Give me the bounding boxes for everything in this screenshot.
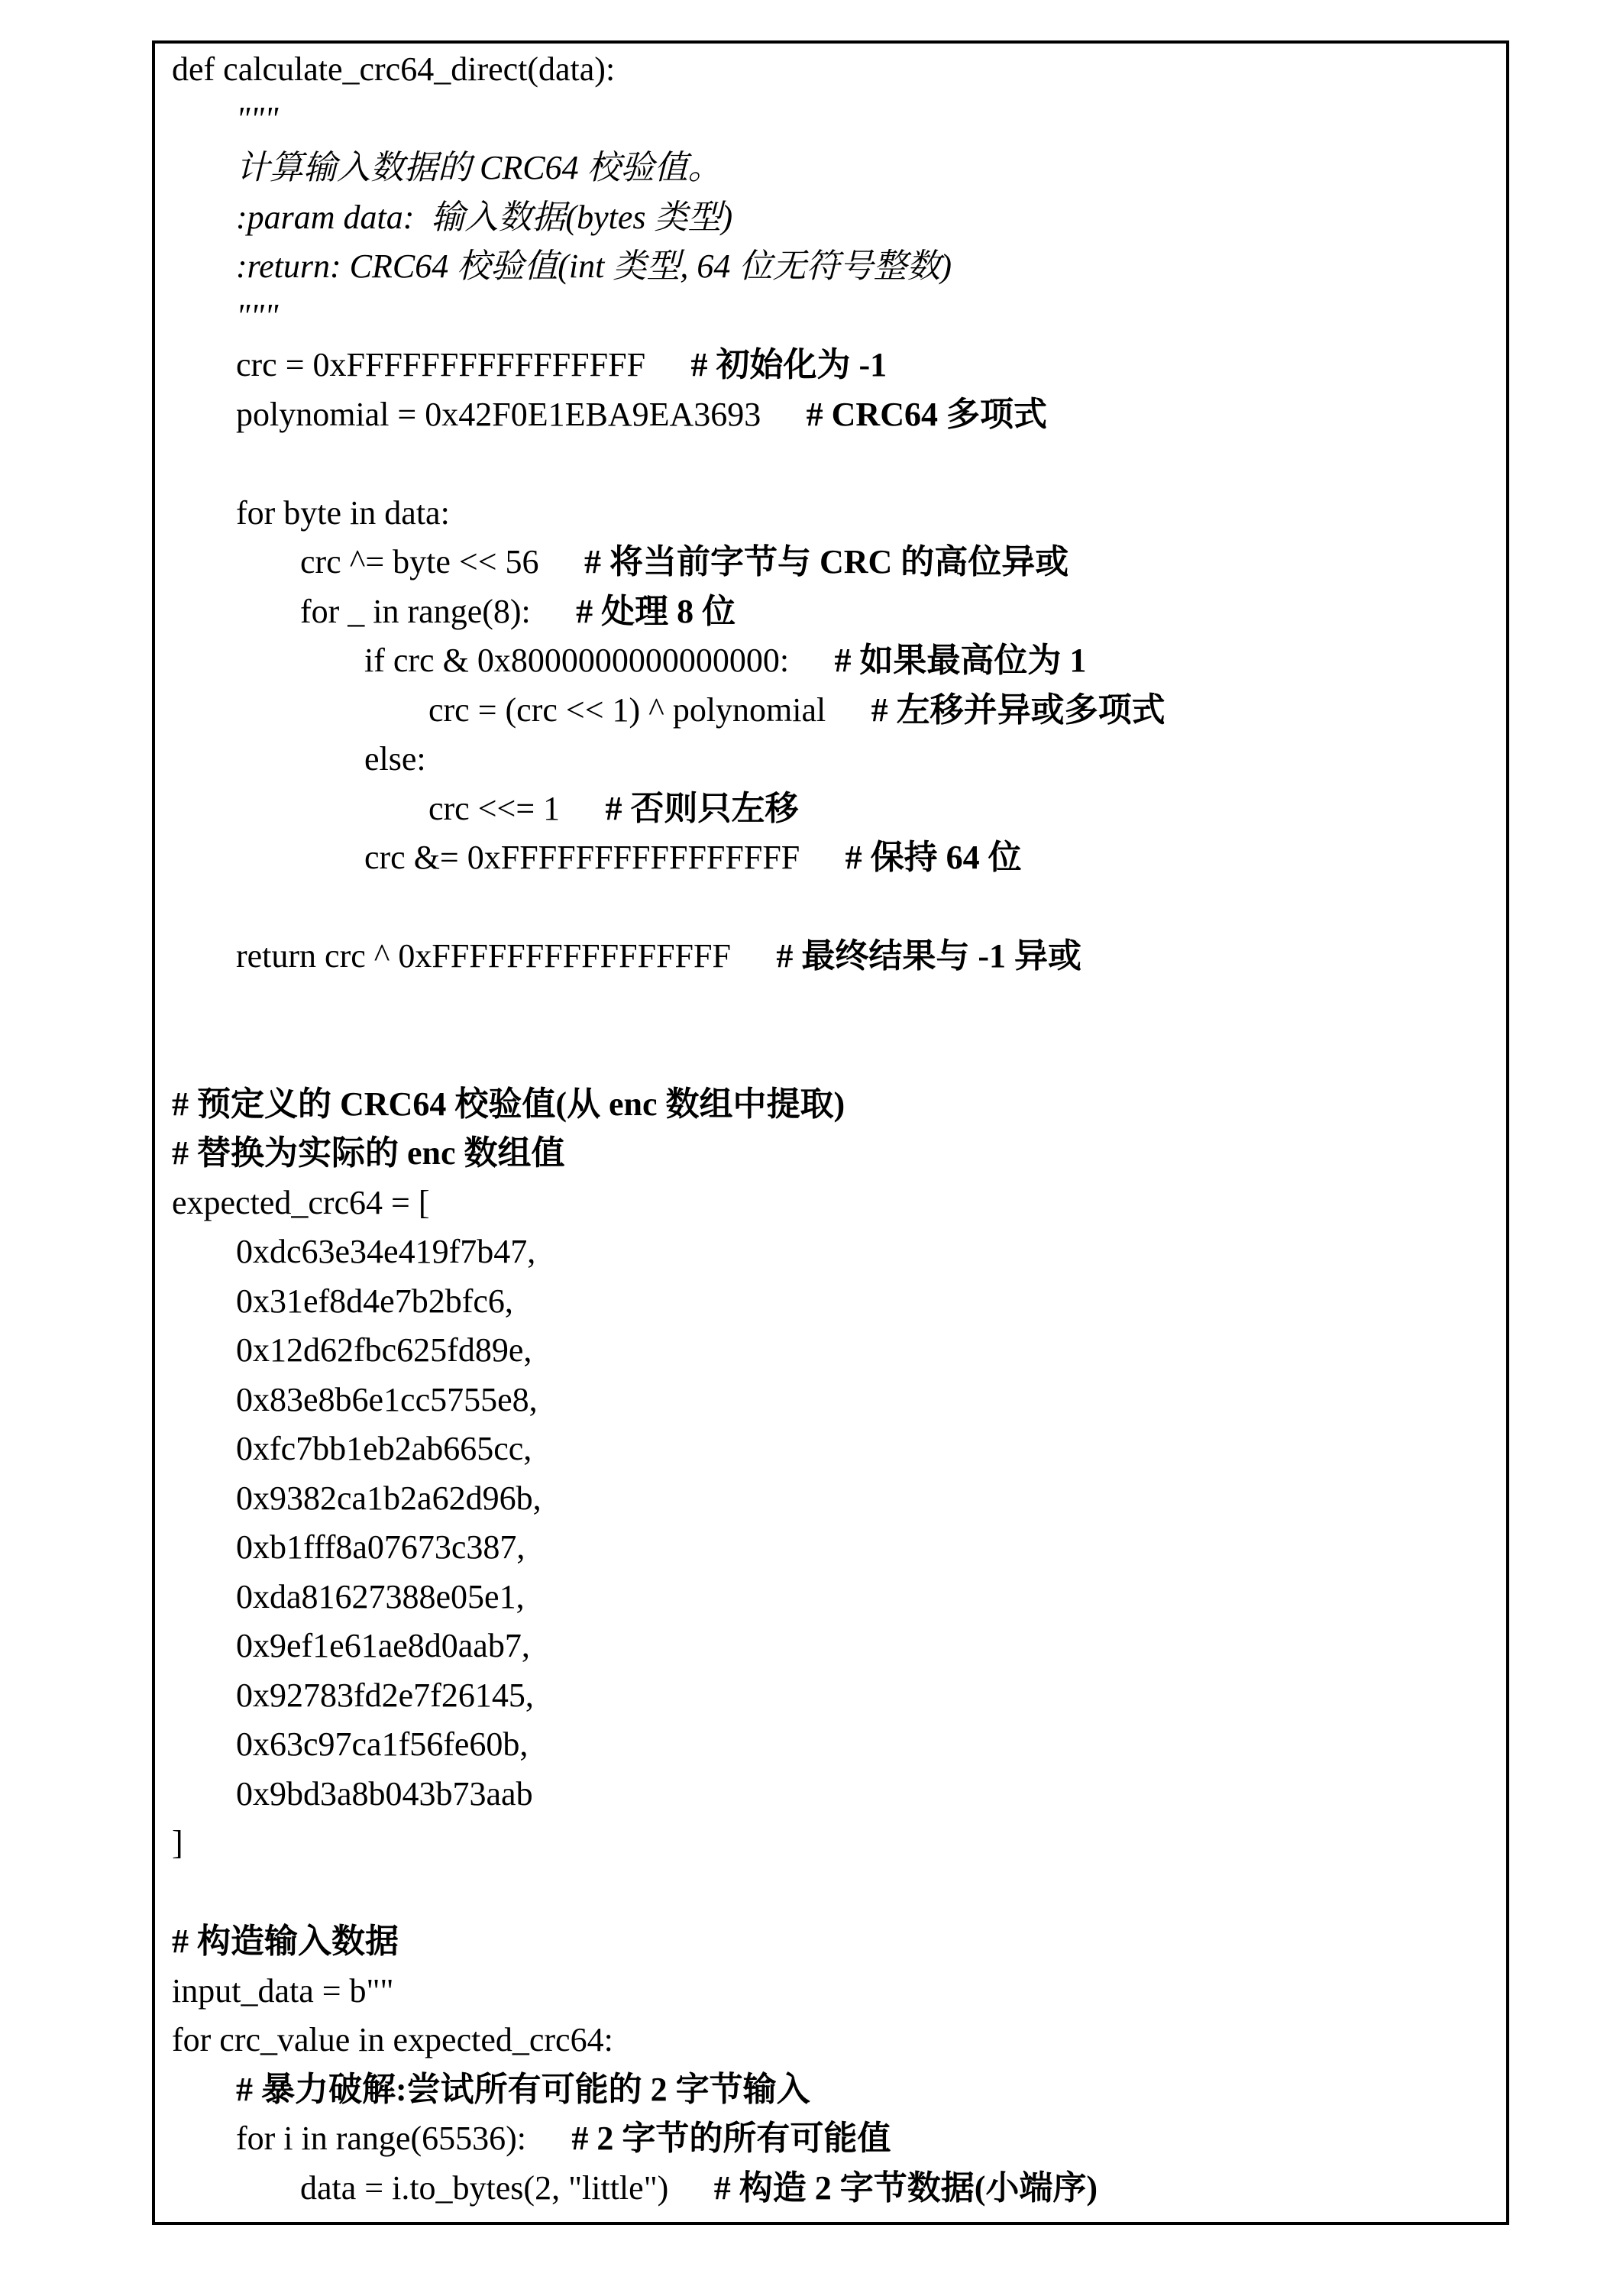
code-line xyxy=(172,193,1494,243)
blank-line xyxy=(172,1868,1494,1918)
code-line xyxy=(172,1179,1494,1228)
code-line xyxy=(172,292,1494,341)
code-line xyxy=(172,1424,1494,1474)
code-text: for i in range(65536): xyxy=(236,2120,526,2157)
comment-text: # 2 字节的所有可能值 xyxy=(571,2120,891,2157)
comment-text: # 初始化为 -1 xyxy=(690,346,887,383)
code-line xyxy=(172,1376,1494,1425)
code-text: ] xyxy=(172,1824,183,1861)
code-line xyxy=(172,686,1494,736)
comment-text: # CRC64 多项式 xyxy=(806,395,1047,433)
code-line xyxy=(172,833,1494,883)
code-line xyxy=(172,1277,1494,1327)
code-text: 0x9ef1e61ae8d0aab7, xyxy=(236,1627,530,1664)
code-text: 0x31ef8d4e7b2bfc6, xyxy=(236,1282,513,1320)
code-text: 计算输入数据的 CRC64 校验值。 xyxy=(236,149,722,186)
code-listing xyxy=(172,45,1494,2213)
code-line xyxy=(172,2114,1494,2164)
code-text: if crc & 0x8000000000000000: xyxy=(364,642,790,679)
code-text: for _ in range(8): xyxy=(300,592,531,630)
code-text: 0xb1fff8a07673c387, xyxy=(236,1528,525,1566)
code-line xyxy=(172,1129,1494,1179)
code-text: 0x63c97ca1f56fe60b, xyxy=(236,1725,529,1763)
code-line xyxy=(172,1523,1494,1573)
code-text: crc = (crc << 1) ^ polynomial xyxy=(428,690,826,729)
code-text: crc &= 0xFFFFFFFFFFFFFFFF xyxy=(364,839,800,876)
code-text: crc <<= 1 xyxy=(428,789,561,827)
code-line xyxy=(172,636,1494,686)
code-line xyxy=(172,242,1494,292)
comment-text: # 处理 8 位 xyxy=(576,592,736,630)
blank-line xyxy=(172,1030,1494,1080)
code-box xyxy=(152,40,1509,2225)
comment-text: # 否则只左移 xyxy=(605,789,799,827)
comment-text: # 暴力破解:尝试所有可能的 2 字节输入 xyxy=(236,2070,810,2108)
comment-text: # 如果最高位为 1 xyxy=(834,642,1087,679)
code-text: else: xyxy=(364,740,426,778)
code-text: crc = 0xFFFFFFFFFFFFFFFF xyxy=(236,346,646,383)
code-text: 0xfc7bb1eb2ab665cc, xyxy=(236,1430,532,1467)
code-text: 0x92783fd2e7f26145, xyxy=(236,1676,534,1714)
code-text: polynomial = 0x42F0E1EBA9EA3693 xyxy=(236,395,761,433)
comment-text: # 保持 64 位 xyxy=(845,839,1022,876)
comment-text: # 最终结果与 -1 异或 xyxy=(776,937,1081,975)
code-line xyxy=(172,95,1494,144)
comment-text: # 左移并异或多项式 xyxy=(871,690,1166,729)
code-text: 0x9bd3a8b043b73aab xyxy=(236,1774,533,1813)
code-line xyxy=(172,2065,1494,2115)
code-line xyxy=(172,1770,1494,1819)
code-line xyxy=(172,489,1494,538)
code-line xyxy=(172,784,1494,834)
blank-line xyxy=(172,981,1494,1031)
code-text: :return: CRC64 校验值(int 类型, 64 位无符号整数) xyxy=(236,247,952,285)
code-line xyxy=(172,2016,1494,2065)
code-text: input_data = b"" xyxy=(172,1971,394,2010)
code-line xyxy=(172,45,1494,95)
code-line xyxy=(172,587,1494,637)
code-line xyxy=(172,1227,1494,1277)
code-line xyxy=(172,1720,1494,1770)
code-line xyxy=(172,1080,1494,1130)
code-line xyxy=(172,1622,1494,1671)
code-line xyxy=(172,538,1494,587)
code-line xyxy=(172,1573,1494,1622)
code-text: crc ^= byte << 56 xyxy=(300,543,539,580)
code-line xyxy=(172,932,1494,981)
code-text: def calculate_crc64_direct(data): xyxy=(172,50,616,88)
code-line xyxy=(172,144,1494,193)
code-line xyxy=(172,390,1494,440)
code-text: for crc_value in expected_crc64: xyxy=(172,2021,613,2058)
code-text: 0x9382ca1b2a62d96b, xyxy=(236,1479,542,1517)
code-line xyxy=(172,1671,1494,1721)
comment-text: # 替换为实际的 enc 数组值 xyxy=(172,1134,565,1172)
code-line xyxy=(172,1474,1494,1524)
blank-line xyxy=(172,883,1494,933)
comment-text: # 构造 2 字节数据(小端序) xyxy=(713,2168,1098,2207)
code-line xyxy=(172,1967,1494,2016)
code-text: expected_crc64 = [ xyxy=(172,1183,430,1221)
blank-line xyxy=(172,439,1494,489)
code-text: 0x12d62fbc625fd89e, xyxy=(236,1331,532,1369)
code-text: data = i.to_bytes(2, "little") xyxy=(300,2168,669,2207)
code-text: """ xyxy=(236,296,279,335)
code-line xyxy=(172,341,1494,390)
code-line xyxy=(172,1326,1494,1376)
code-text: for byte in data: xyxy=(236,493,450,532)
comment-text: # 将当前字节与 CRC 的高位异或 xyxy=(584,543,1069,580)
code-text: :param data: 输入数据(bytes 类型) xyxy=(236,198,733,236)
comment-text: # 预定义的 CRC64 校验值(从 enc 数组中提取) xyxy=(172,1085,845,1123)
code-line xyxy=(172,2164,1494,2214)
code-text: """ xyxy=(236,99,279,137)
code-text: 0x83e8b6e1cc5755e8, xyxy=(236,1380,538,1418)
code-text: 0xdc63e34e419f7b47, xyxy=(236,1233,536,1270)
code-text: 0xda81627388e05e1, xyxy=(236,1577,525,1615)
comment-text: # 构造输入数据 xyxy=(172,1922,399,1960)
code-line xyxy=(172,735,1494,784)
code-line xyxy=(172,1917,1494,1967)
code-line xyxy=(172,1819,1494,1868)
code-text: return crc ^ 0xFFFFFFFFFFFFFFFF xyxy=(236,937,731,975)
